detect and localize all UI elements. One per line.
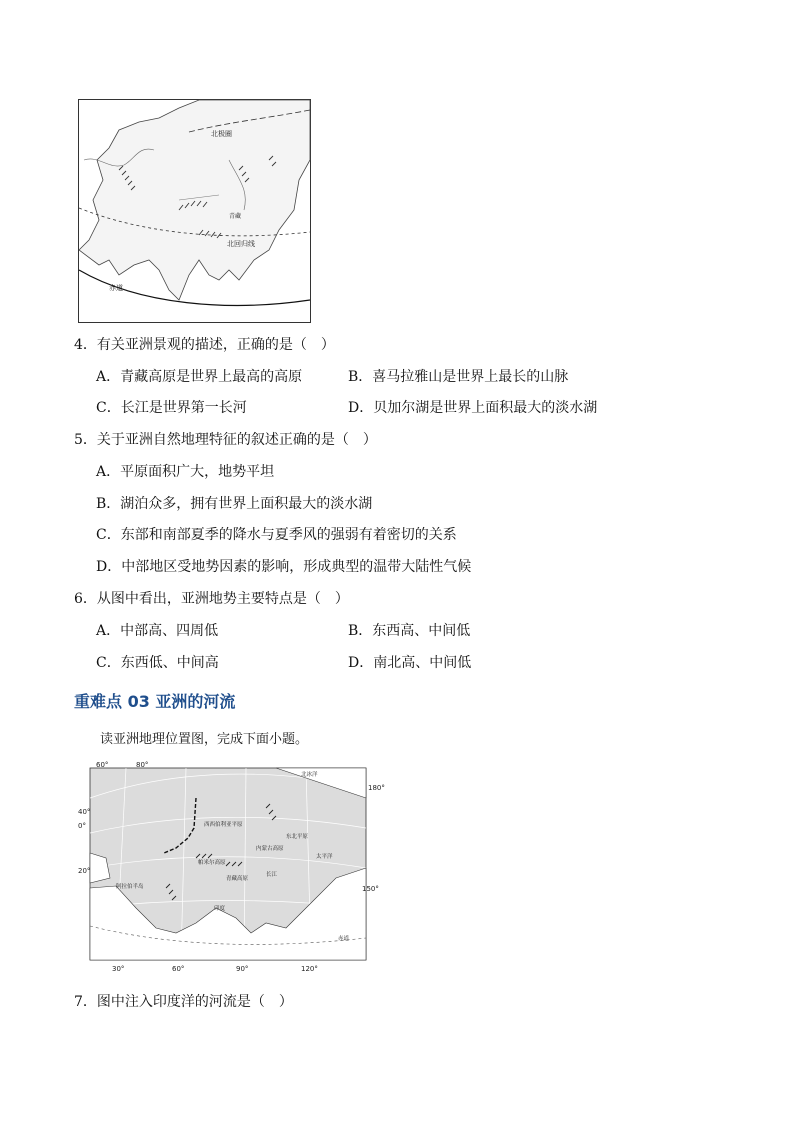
map2-label-pacific: 太平洋 bbox=[316, 854, 333, 860]
asia-terrain-map-drawing bbox=[79, 100, 310, 322]
asia-location-map bbox=[76, 758, 385, 978]
map2-label-west-siberia: 西西伯利亚平原 bbox=[204, 822, 243, 828]
equator-label: 赤道 bbox=[109, 284, 123, 292]
map2-label-inner-mongolia: 内蒙古高原 bbox=[256, 846, 284, 852]
q4-option-b[interactable]: B．喜马拉雅山是世界上最长的山脉 bbox=[348, 369, 569, 385]
map2-label-equator: 赤道 bbox=[338, 936, 350, 942]
map2-label-arabia: 阿拉伯半岛 bbox=[116, 884, 144, 890]
lon-right-150: 150° bbox=[362, 885, 379, 893]
lat-left-20: 20° bbox=[78, 867, 91, 875]
q5-option-b[interactable]: B．湖泊众多，拥有世界上面积最大的淡水湖 bbox=[96, 496, 373, 512]
q6-option-d[interactable]: D．南北高、中间低 bbox=[348, 655, 472, 671]
lon-bottom-60: 60° bbox=[172, 965, 185, 973]
map2-label-tibet: 青藏高原 bbox=[226, 876, 249, 882]
lon-bottom-120: 120° bbox=[301, 965, 318, 973]
q7-stem: 7．图中注入印度洋的河流是（ ） bbox=[74, 994, 293, 1010]
lat-left-0: 0° bbox=[78, 822, 86, 830]
lon-bottom-30: 30° bbox=[112, 965, 125, 973]
asia-location-map-drawing bbox=[76, 758, 385, 978]
lon-top-60: 60° bbox=[96, 761, 109, 769]
q5-stem: 5．关于亚洲自然地理特征的叙述正确的是（ ） bbox=[74, 432, 377, 448]
map2-label-india: 印度 bbox=[214, 906, 226, 912]
q4-option-d[interactable]: D．贝加尔湖是世界上面积最大的淡水湖 bbox=[348, 400, 598, 416]
q5-option-c[interactable]: C．东部和南部夏季的降水与夏季风的强弱有着密切的关系 bbox=[96, 527, 457, 543]
section-title: 重难点 03 亚洲的河流 bbox=[74, 692, 236, 711]
tropic-cancer-label: 北回归线 bbox=[227, 240, 255, 248]
lon-bottom-90: 90° bbox=[236, 965, 249, 973]
map2-label-northeast-plain: 东北平原 bbox=[286, 834, 309, 840]
q6-option-c[interactable]: C．东西低、中间高 bbox=[96, 655, 219, 671]
q5-option-d[interactable]: D．中部地区受地势因素的影响，形成典型的温带大陆性气候 bbox=[96, 559, 472, 575]
q6-option-b[interactable]: B．东西高、中间低 bbox=[348, 623, 471, 639]
lat-left-40: 40° bbox=[78, 808, 91, 816]
q4-option-a[interactable]: A．青藏高原是世界上最高的高原 bbox=[96, 369, 303, 385]
q6-stem: 6．从图中看出，亚洲地势主要特点是（ ） bbox=[74, 591, 349, 607]
map2-label-arctic-ocean: 北冰洋 bbox=[301, 772, 318, 778]
q5-option-a[interactable]: A．平原面积广大，地势平坦 bbox=[96, 464, 275, 480]
plateau-label: 青藏 bbox=[229, 213, 242, 220]
map2-label-pamir: 帕米尔高原 bbox=[198, 860, 226, 866]
q6-option-a[interactable]: A．中部高、四周低 bbox=[96, 623, 219, 639]
asia-terrain-map bbox=[78, 99, 311, 323]
map2-label-yangtze: 长江 bbox=[266, 872, 278, 878]
q4-stem: 4．有关亚洲景观的描述，正确的是（ ） bbox=[74, 337, 335, 353]
lon-top-80: 80° bbox=[136, 761, 149, 769]
lon-right-180: 180° bbox=[368, 784, 385, 792]
q4-option-c[interactable]: C．长江是世界第一长河 bbox=[96, 400, 247, 416]
section-intro: 读亚洲地理位置图，完成下面小题。 bbox=[100, 732, 309, 747]
arctic-circle-label: 北极圈 bbox=[211, 130, 232, 138]
